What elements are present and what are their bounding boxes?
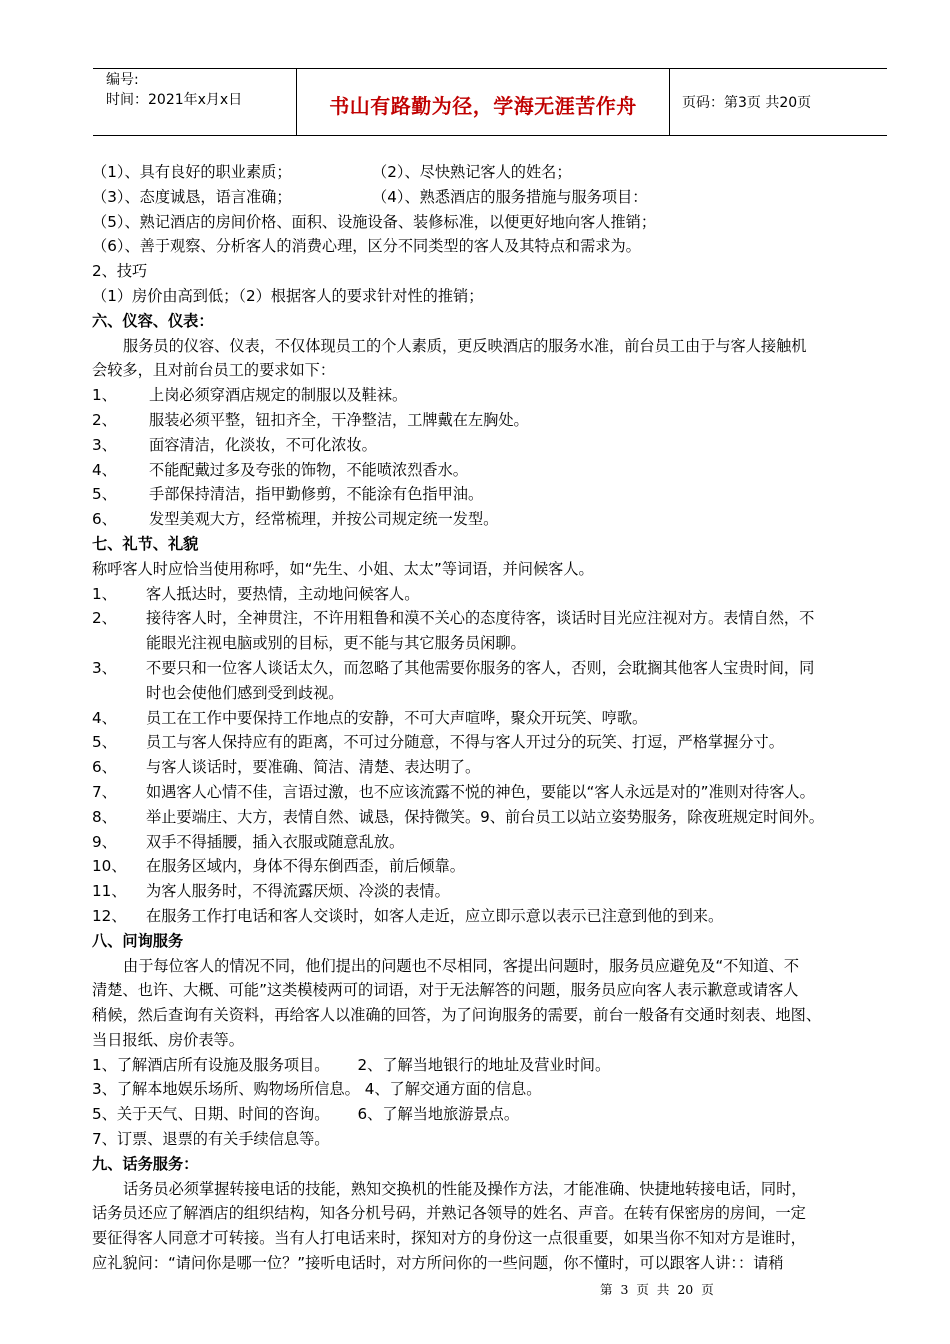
list-number: 1、: [92, 584, 117, 603]
list-text: 时也会使他们感到受到歧视。: [146, 683, 344, 702]
list-item: [92, 730, 892, 755]
qualification-4: （4）、熟悉酒店的服务措施与服务项目：: [372, 187, 648, 206]
list-number: 3、: [92, 435, 117, 454]
serial-label: 编号:: [106, 72, 139, 88]
list-item: [92, 631, 892, 656]
section-8-paragraph-3: 稍候，然后查询有关资料，再给客人以准确的回答，为了问询服务的需要，前台一般备有交通时刻表、地图、: [92, 1006, 821, 1025]
skill-title: 2、技巧: [92, 262, 148, 281]
list-number: 7、: [92, 782, 117, 801]
list-item: [92, 681, 892, 706]
time-label: 时间：2021年x月x日: [106, 92, 243, 108]
section-8-paragraph-4: 当日报纸、房价表等。: [92, 1030, 244, 1049]
list-text: 面容清洁，化淡妆，不可化浓妆。: [149, 435, 377, 454]
list-number: 6、: [92, 510, 117, 529]
list-item: [92, 606, 892, 631]
list-number: 8、: [92, 807, 117, 826]
list-item: [92, 383, 892, 408]
list-number: 5、: [92, 485, 117, 504]
list-number: 3、: [92, 658, 117, 677]
list-item: [92, 904, 892, 929]
list-text: 接待客人时，全神贯注，不许用粗鲁和漠不关心的态度待客，谈话时目光应注视对方。表情自然，不: [146, 609, 815, 628]
section-7-title: 七、礼节、礼貌: [92, 534, 199, 553]
section-9-title: 九、话务服务：: [92, 1154, 199, 1173]
list-item: [92, 482, 892, 507]
section-9-paragraph-4: 应礼貌问：“请问你是哪一位？”接听电话时，对方所问你的一些问题，你不懂时，可以跟客人讲：：请稍: [92, 1254, 784, 1273]
list-number: 1、: [92, 386, 117, 405]
list-item: [92, 706, 892, 731]
section-6-title: 六、仪容、仪表：: [92, 311, 214, 330]
list-text: 不要只和一位客人谈话太久，而忽略了其他需要你服务的客人，否则，会耽搁其他客人宝贵时间，同: [146, 658, 815, 677]
list-text: 在服务区域内，身体不得东倒西歪，前后倾靠。: [146, 857, 465, 876]
section-6-paragraph-2: 会较多，且对前台员工的要求如下：: [92, 361, 335, 380]
list-number: 4、: [92, 460, 117, 479]
list-text: 发型美观大方，经常梳理，并按公司规定统一发型。: [149, 510, 499, 529]
list-item: [92, 830, 892, 855]
qualification-2: （2）、尽快熟记客人的姓名；: [372, 163, 572, 181]
list-text: 客人抵达时，要热情，主动地问候客人。: [146, 584, 420, 603]
list-item: [92, 879, 892, 904]
list-text: 在服务工作打电话和客人交谈时，如客人走近，应立即示意以表示已注意到他的到来。: [146, 906, 724, 925]
list-number: 12、: [92, 906, 127, 925]
section-8-items-row-3: [92, 1102, 892, 1127]
list-text: 不能配戴过多及夸张的饰物，不能喷浓烈香水。: [149, 460, 468, 479]
header-motto: 书山有路勤为径，学海无涯苦作舟: [329, 94, 637, 118]
section-9-paragraph-3: 要征得客人同意才可转接。当有人打电话来时，探知对方的身份这一点很重要，如果当你不知对方是谁时，: [92, 1229, 806, 1248]
section-8-item-1: 1、了解酒店所有设施及服务项目。: [92, 1055, 330, 1074]
section-9-paragraph-2: 话务员还应了解酒店的组织结构，知各分机号码，并熟记各领导的姓名、声音。在转有保密房的房间，一定: [92, 1204, 806, 1223]
section-8-title: 八、问询服务: [92, 931, 184, 950]
list-text: 如遇客人心情不佳，言语过激，也不应该流露不悦的神色，要能以“客人永远是对的”准则对待客人。: [146, 782, 815, 801]
section-8-item-2: 2、了解当地银行的地址及营业时间。: [357, 1055, 611, 1074]
list-item: [92, 656, 892, 681]
list-item: [92, 433, 892, 458]
list-item: [92, 780, 892, 805]
list-text: 手部保持清洁，指甲勤修剪，不能涂有色指甲油。: [149, 485, 484, 504]
section-8-item-6: 6、了解当地旅游景点。: [357, 1105, 520, 1124]
section-9-paragraph-1: 话务员必须掌握转接电话的技能，熟知交换机的性能及操作方法，才能准确、快捷地转接电话，同时，: [123, 1179, 807, 1198]
list-number: 4、: [92, 708, 117, 727]
qualification-3: （3）、态度诚恳，语言准确；: [92, 187, 292, 206]
list-item: [92, 408, 892, 433]
section-8-item-7: 7、订票、退票的有关手续信息等。: [92, 1130, 330, 1149]
section-6-paragraph-1: 服务员的仪容、仪表，不仅体现员工的个人素质，更反映酒店的服务水准，前台员工由于与客人接触机: [123, 336, 807, 355]
section-8-item-3: 3、了解本地娱乐场所、购物场所信息。: [92, 1080, 360, 1099]
list-number: 11、: [92, 882, 127, 901]
section-8-items-row-2: [92, 1077, 892, 1102]
qualification-6: （6）、善于观察、分析客人的消费心理，区分不同类型的客人及其特点和需求为。: [92, 237, 641, 256]
header-bottom-border: [93, 135, 887, 136]
header-divider-right: [669, 68, 670, 135]
section-8-paragraph-2: 清楚、也许、大概、可能”这类模棱两可的词语，对于无法解答的问题，服务员应向客人表示歉意或请客人: [92, 981, 799, 1000]
section-8-item-5: 5、关于天气、日期、时间的咨询。: [92, 1105, 330, 1124]
skill-line: （1）房价由高到低；（2）根据客人的要求针对性的推销；: [92, 286, 484, 305]
list-item: [92, 458, 892, 483]
list-number: 2、: [92, 410, 117, 429]
header-top-border: [93, 68, 887, 69]
section-8-paragraph-1: 由于每位客人的情况不同，他们提出的问题也不尽相同，客提出问题时，服务员应避免及“不知道、不: [123, 956, 800, 975]
list-text: 为客人服务时，不得流露厌烦、冷淡的表情。: [146, 882, 450, 901]
section-8-items-row-1: [92, 1053, 892, 1078]
page-info: 页码：第3页 共20页: [682, 95, 812, 111]
list-number: 2、: [92, 609, 117, 628]
list-number: 5、: [92, 733, 117, 752]
list-number: 10、: [92, 857, 127, 876]
qualification-row-1: [92, 160, 892, 185]
qualification-5: （5）、熟记酒店的房间价格、面积、设施设备、装修标准，以便更好地向客人推销；: [92, 212, 657, 231]
list-text: 双手不得插腰，插入衣服或随意乱放。: [146, 832, 405, 851]
list-number: 9、: [92, 832, 117, 851]
list-item: [92, 854, 892, 879]
section-8-item-4: 4、了解交通方面的信息。: [364, 1080, 542, 1099]
list-text: 与客人谈话时，要准确、简洁、清楚、表达明了。: [146, 758, 481, 777]
list-item: [92, 507, 892, 532]
list-text: 举止要端庄、大方，表情自然、诚恳，保持微笑。9、前台员工以站立姿势服务，除夜班规定时间外。: [146, 807, 824, 826]
qualification-row-2: [92, 185, 892, 210]
list-number: 6、: [92, 758, 117, 777]
list-text: 服装必须平整，钮扣齐全，干净整洁，工牌戴在左胸处。: [149, 410, 529, 429]
list-item: [92, 582, 892, 607]
section-7-intro: 称呼客人时应恰当使用称呼，如“先生、小姐、太太”等词语，并问候客人。: [92, 559, 594, 578]
document-body: [92, 160, 892, 1276]
list-text: 能眼光注视电脑或别的目标，更不能与其它服务员闲聊。: [146, 634, 526, 653]
qualification-1: （1）、具有良好的职业素质；: [92, 163, 292, 181]
list-text: 员工与客人保持应有的距离，不可过分随意，不得与客人开过分的玩笑、打逗，严格掌握分寸。: [146, 733, 784, 752]
list-item: [92, 805, 892, 830]
list-item: [92, 755, 892, 780]
list-text: 员工在工作中要保持工作地点的安静，不可大声喧哗，聚众开玩笑、哼歌。: [146, 708, 648, 727]
list-text: 上岗必须穿酒店规定的制服以及鞋袜。: [149, 386, 408, 405]
page-footer: 第 3 页 共 20 页: [600, 1282, 714, 1297]
